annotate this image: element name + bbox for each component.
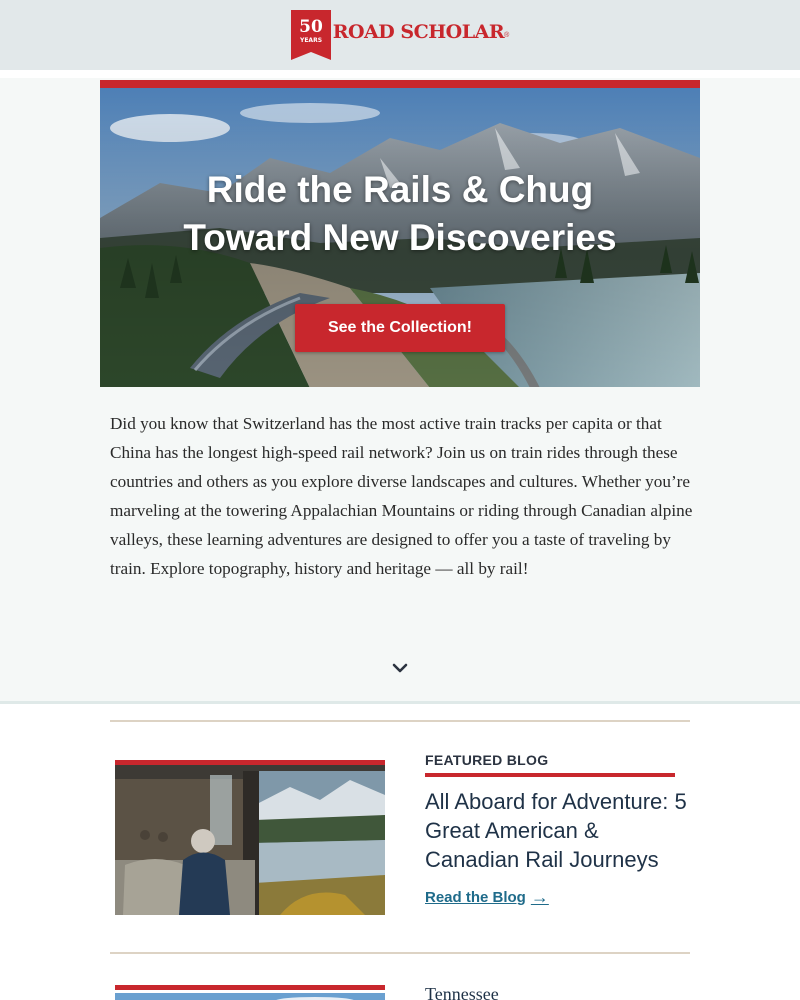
intro-section — [0, 78, 800, 704]
read-blog-link-label[interactable]: Read the Blog — [425, 889, 526, 906]
road-scholar-logo[interactable] — [291, 10, 510, 60]
next-card-photo — [115, 993, 385, 1000]
train-window-photo — [115, 765, 385, 915]
logo-wordmark: ROAD SCHOLAR — [332, 21, 505, 43]
hero-banner[interactable] — [100, 80, 700, 387]
svg-text:YEARS: YEARS — [299, 37, 322, 44]
read-blog-link[interactable] — [425, 887, 549, 908]
featured-blog-title[interactable]: All Aboard for Adventure: 5 Great American & Canadian Rail Journeys — [425, 789, 687, 872]
arrow-right-icon: → — [530, 887, 549, 907]
svg-text:50: 50 — [298, 17, 323, 37]
next-card-title[interactable]: Tennessee — [425, 984, 499, 1000]
featured-blog-label: FEATURED BLOG — [425, 752, 675, 777]
fifty-years-badge — [291, 10, 331, 60]
hero-title — [100, 166, 700, 262]
registered-mark: ® — [504, 31, 510, 39]
chevron-down-icon[interactable] — [390, 658, 410, 678]
section-divider — [110, 720, 690, 722]
see-collection-button[interactable]: See the Collection! — [295, 304, 505, 352]
intro-paragraph: Did you know that Switzerland has the most active train tracks per capita or that China has the longest high-speed rail network? Join us on train rides through these countries and others as you explore diverse landscapes and cultures. Whether you’re marveling at the towering Appalachian Mountains or riding through Canadian alpine valleys, these learning adventures are designed to offer you a taste of traveling by train. Explore topography, history and heritage — all by rail! — [110, 414, 693, 578]
hero-title-line-2: Toward New Discoveries — [183, 217, 617, 258]
next-card-image[interactable] — [115, 985, 385, 1000]
featured-blog-image[interactable] — [115, 760, 385, 915]
section-divider — [110, 952, 690, 954]
email-header — [0, 0, 800, 70]
hero-title-line-1: Ride the Rails & Chug — [206, 169, 594, 210]
